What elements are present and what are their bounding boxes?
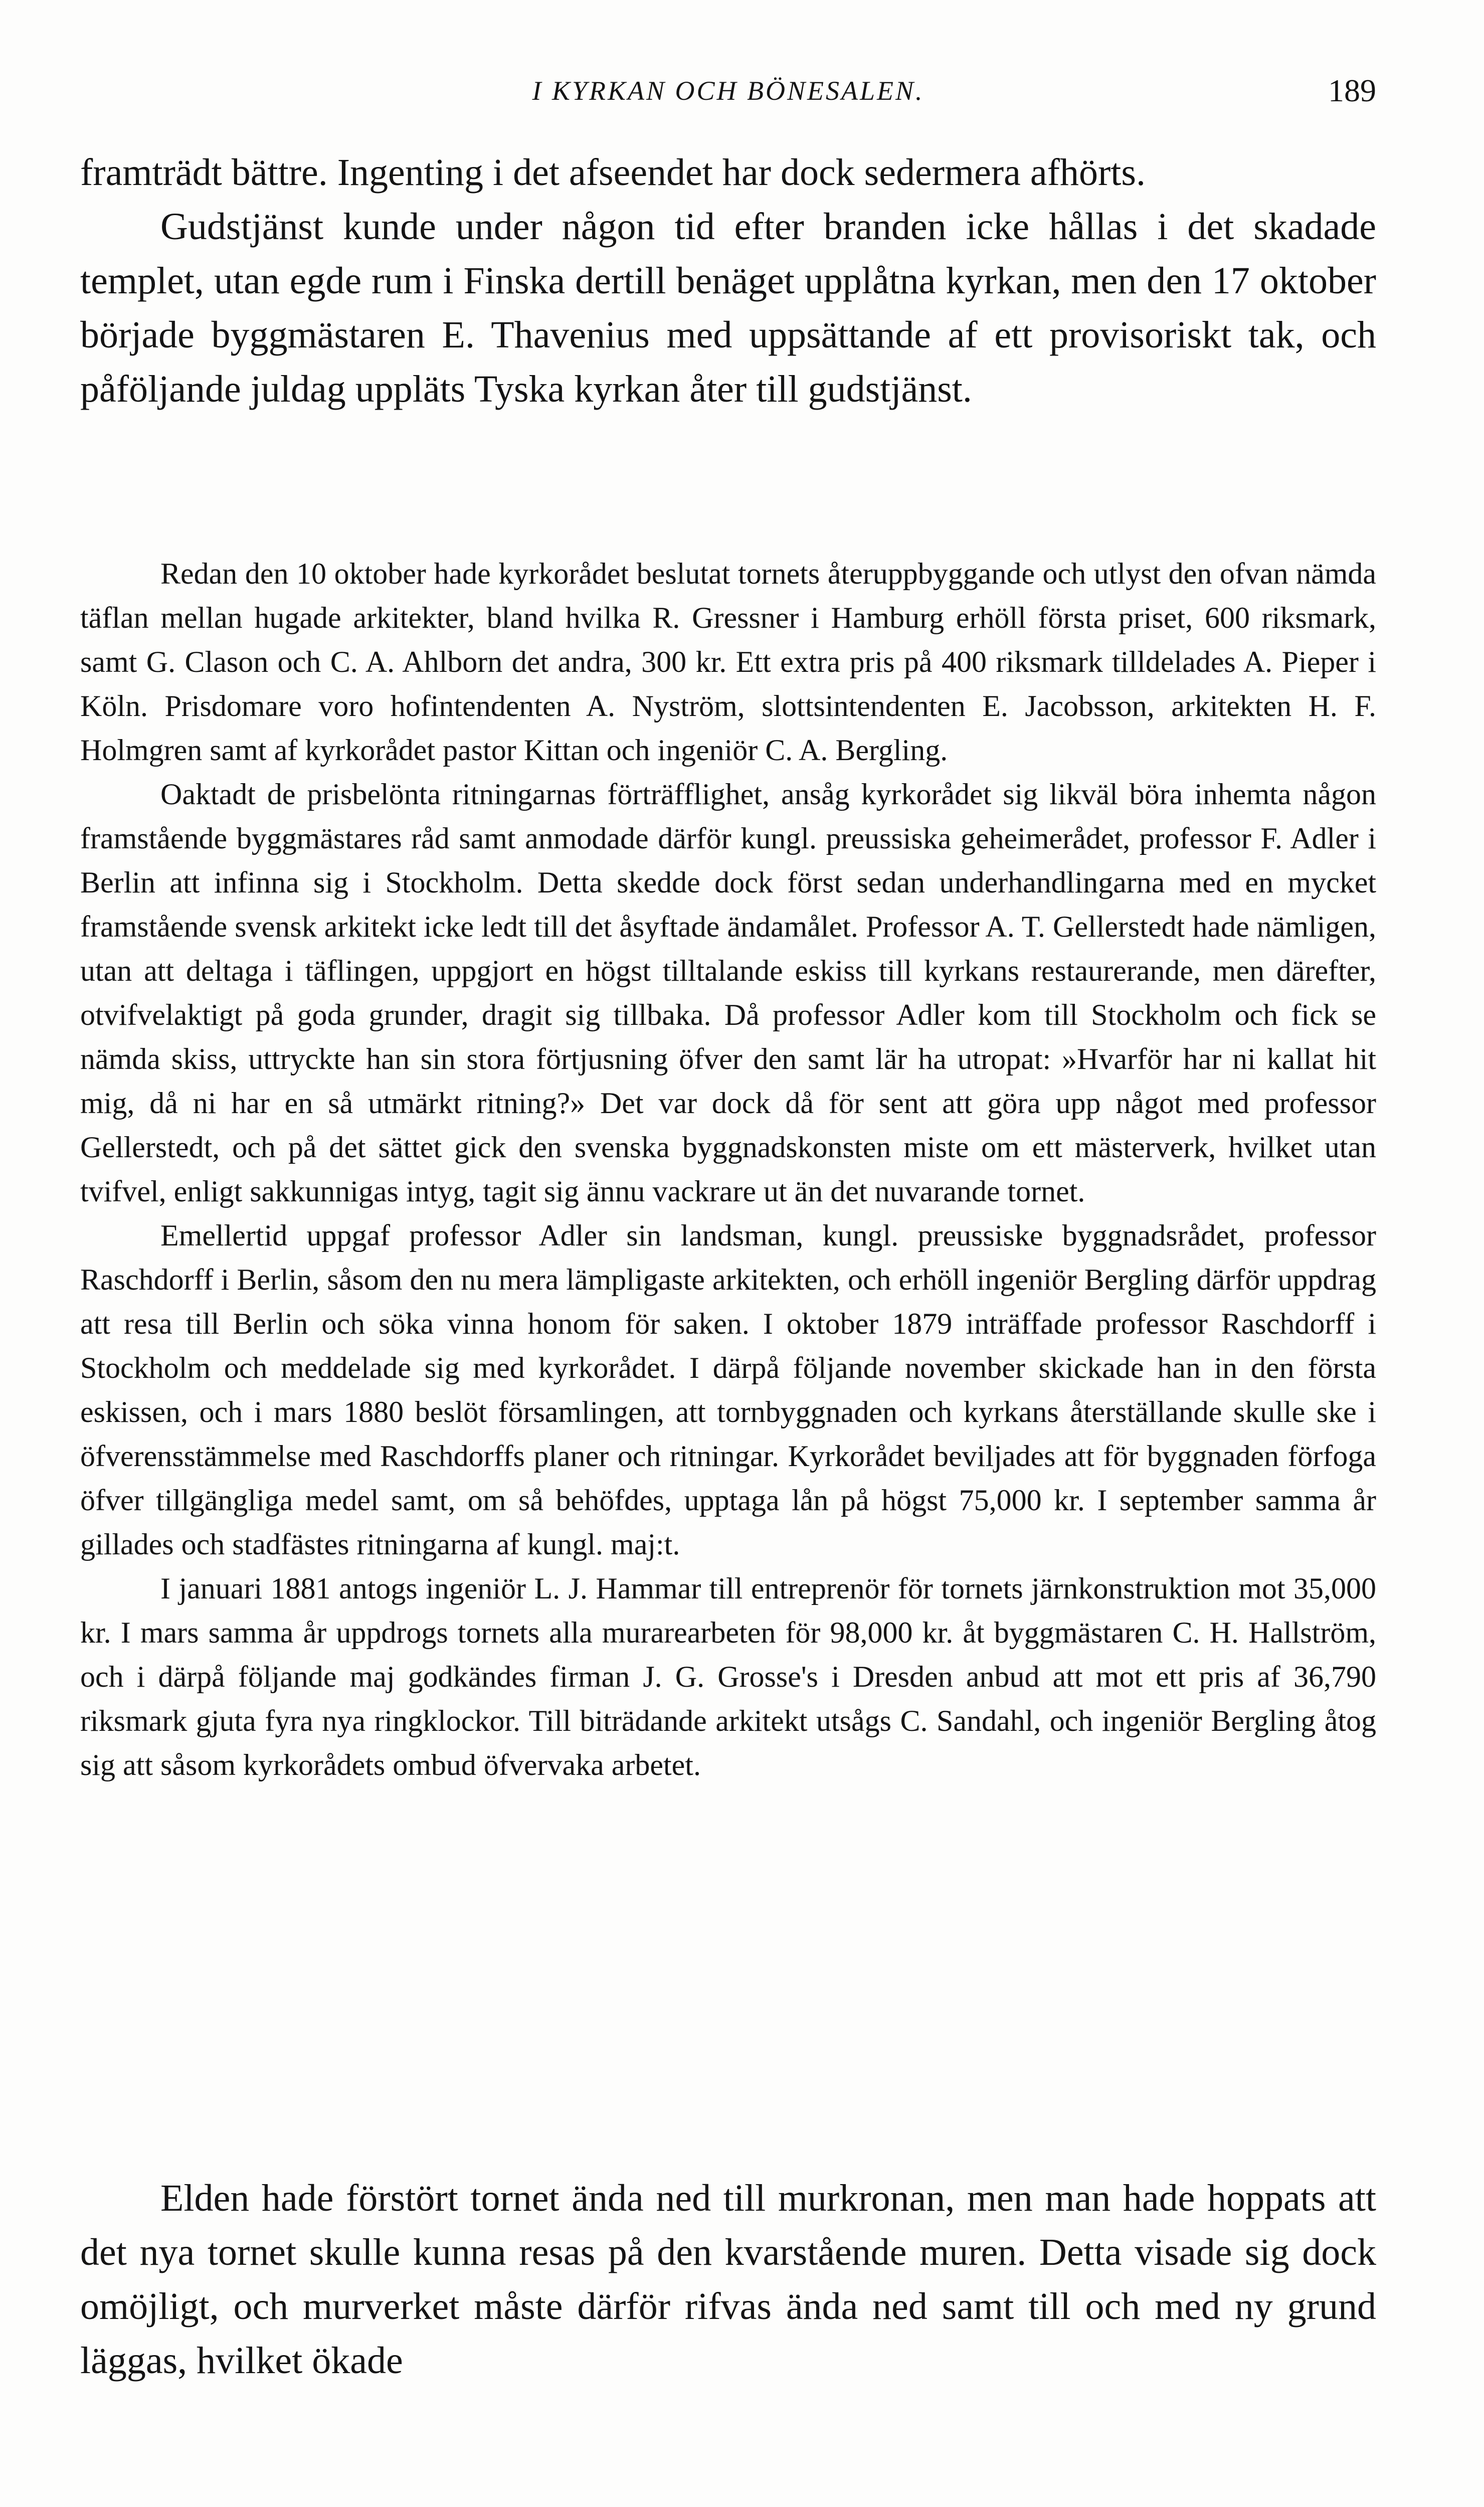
paragraph-oaktadt: Oaktadt de prisbelönta ritningarnas förträfflighet, ansåg kyrkorådet sig likväl böra inhemta någon framstående byggmästares råd samt anmodade därför kungl. preussiska geheimerådet, professor F. Adler i Berlin att infinna sig i Stockholm. Detta skedde dock först sedan underhandlingarna med en mycket framstående svensk arkitekt icke ledt till det åsyftade ändamålet. Professor A. T. Gellerstedt hade nämligen, utan att deltaga i täflingen, uppgjort en högst tilltalande eskiss till kyrkans restaurerande, men därefter, otvifvelaktigt på goda grunder, dragit sig tillbaka. Då professor Adler kom till Stockholm och fick se nämda skiss, uttryckte han sin stora förtjusning öfver den samt lär ha utropat: »Hvarför har ni kallat hit mig, då ni har en så utmärkt ritning?» Det var dock då för sent att göra upp något med professor Gellerstedt, och på det sättet gick den svenska byggnadskonsten miste om ett mästerverk, hvilket utan tvifvel, enligt sakkunnigas intyg, tagit sig ännu vackrare ut än det nuvarande tornet.	[80, 778, 1376, 1208]
running-head	[80, 75, 1376, 115]
large-text-block-bottom	[80, 2171, 1376, 2388]
paragraph-emellertid: Emellertid uppgaf professor Adler sin landsman, kungl. preussiske byggnadsrådet, professor Raschdorff i Berlin, såsom den nu mera lämpligaste arkitekten, och erhöll ingeniör Bergling därför uppdrag att resa till Berlin och söka vinna honom för saken. I oktober 1879 inträffade professor Raschdorff i Stockholm och meddelade sig med kyrkorådet. I därpå följande november skickade han in den första eskissen, och i mars 1880 beslöt församlingen, att tornbyggnaden och kyrkans återställande skulle ske i öfverensstämmelse med Raschdorffs planer och ritningar. Kyrkorådet beviljades att för byggnaden förfoga öfver tillgängliga medel samt, om så behöfdes, upptaga lån på högst 75,000 kr. I september samma år gillades och stadfästes ritningarna af kungl. maj:t.	[80, 1219, 1376, 1561]
large-text-block-top	[80, 145, 1376, 416]
paragraph-gudstjanst: Gudstjänst kunde under någon tid efter branden icke hållas i det skadade templet, utan egde rum i Finska dertill benäget upplåtna kyrkan, men den 17 oktober började byggmästaren E. Thavenius med uppsättande af ett provisoriskt tak, och påföljande juldag uppläts Tyska kyrkan åter till gudstjänst.	[80, 206, 1376, 410]
paragraph-continuation: framträdt bättre. Ingenting i det afseendet har dock sedermera afhörts.	[80, 151, 1146, 194]
page-number: 189	[1328, 73, 1376, 108]
running-title: I KYRKAN OCH BÖNESALEN.	[532, 76, 924, 106]
paragraph-redan: Redan den 10 oktober hade kyrkorådet beslutat tornets återuppbyggande och utlyst den ofvan nämda täflan mellan hugade arkitekter, bland hvilka R. Gressner i Hamburg erhöll första priset, 600 riksmark, samt G. Clason och C. A. Ahlborn det andra, 300 kr. Ett extra pris på 400 riksmark tilldelades A. Pieper i Köln. Prisdomare voro hofintendenten A. Nyström, slottsintendenten E. Jacobsson, arkitekten H. F. Holmgren samt af kyrkorådet pastor Kittan och ingeniör C. A. Bergling.	[80, 557, 1376, 767]
paragraph-januari: I januari 1881 antogs ingeniör L. J. Hammar till entreprenör för tornets järnkonstruktion mot 35,000 kr. I mars samma år uppdrogs tornets alla murarearbeten för 98,000 kr. åt byggmästaren C. H. Hallström, och i därpå följande maj godkändes firman J. G. Grosse's i Dresden anbud att mot ett pris af 36,790 riksmark gjuta fyra nya ringklockor. Till biträdande arkitekt utsågs C. Sandahl, och ingeniör Bergling åtog sig att såsom kyrkorådets ombud öfvervaka arbetet.	[80, 1572, 1376, 1781]
small-text-block	[80, 552, 1376, 1787]
paragraph-elden: Elden hade förstört tornet ända ned till murkronan, men man hade hoppats att det nya tornet skulle kunna resas på den kvarstående muren. Detta visade sig dock omöjligt, och murverket måste därför rifvas ända ned samt till och med ny grund läggas, hvilket ökade	[80, 2177, 1376, 2382]
